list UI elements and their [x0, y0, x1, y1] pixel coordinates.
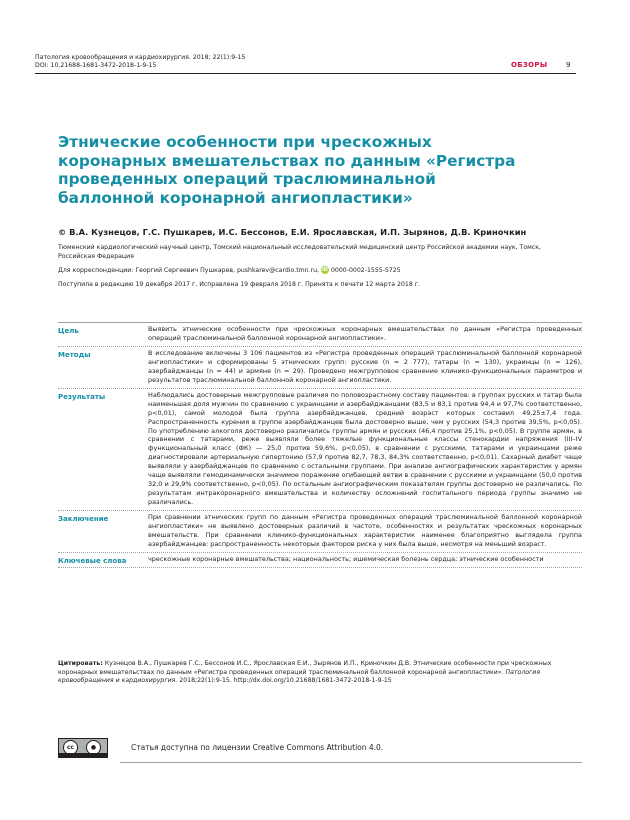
abstract-label: Результаты	[58, 392, 106, 401]
person-icon: ●	[86, 740, 101, 755]
citation	[58, 660, 582, 686]
citation-ref[interactable]: 2018;22(1):9-15. http://dx.doi.org/10.21688/1681-3472-2018-1-9-15	[179, 677, 392, 685]
cc-icon: cc	[63, 740, 78, 755]
author-list: © В.А. Кузнецов, Г.С. Пушкарев, И.С. Бессонов, Е.И. Ярославская, И.П. Зырянов, Д.В. Криночкин	[58, 227, 527, 237]
affiliation: Тюменский кардиологический научный центр, Томский национальный исследовательский медицинский центр Российской академии наук, Томск, Российская Федерация	[58, 244, 541, 260]
abstract-label: Методы	[58, 350, 91, 359]
license-text: Статья доступна по лицензии Creative Commons Attribution 4.0.	[131, 743, 384, 752]
abstract-label: Ключевые слова	[58, 556, 127, 565]
cc-by-badge[interactable]	[58, 738, 108, 758]
correspondence-text: Для корреспонденции: Георгий Сергеевич Пушкарев, pushkarev@cardio.tmn.ru,	[58, 267, 319, 274]
header-rule	[35, 73, 576, 74]
journal-citation-line: Патология кровообращения и кардиохирургия. 2018; 22(1):9-15	[35, 54, 246, 61]
abstract-row-aim	[58, 322, 582, 346]
citation-text: Кузнецов В.А., Пушкарев Г.С., Бессонов И.С., Ярославская Е.И., Зырянов И.П., Криночкин Д.В. Этнические особенности при чрескожных коронарных вмешательствах по данным «Регистра проведенных операций траслюминальной баллонной коронарной ангиопластики».	[58, 660, 552, 676]
abstract-text: В исследование включены 3 106 пациентов из «Регистра проведенных операций траслюминальной баллонной коронарной ангиопластики» и сформированы 5 этнических групп: русские (n = 2 777), татары (n = 130), украинцы (n = 126), азербайджанцы (n = 44) и армяне (n = 29). Проведено межгрупповое сравнение клинико-функциональных параметров и результатов траслюминальной баллонной коронарной ангиопластики.	[148, 348, 582, 384]
abstract-row-keywords	[58, 552, 582, 568]
by-tag	[59, 753, 107, 757]
page-number: 9	[566, 61, 571, 69]
abstract-row-conclusion	[58, 510, 582, 552]
article-title: Этнические особенности при чрескожных коронарных вмешательствах по данным «Регистра проведенных операций траслюминальной баллонной коронарной ангиопластики»	[58, 133, 516, 207]
abstract-row-results	[58, 388, 582, 510]
abstract-row-methods	[58, 346, 582, 388]
abstract-text: При сравнении этнических групп по данным «Регистра проведенных операций траслюминальной баллонной коронарной ангиопластики» не выявлено достоверных различий в частоте, особенностях и результатах чрескожных коронарных вмешательств. При сравнении клинико-функциональных характеристик наименее благоприятно выглядела группа азербайджанцев: распространенность некоторых факторов риска у них была выше, несмотря на меньший возраст.	[148, 513, 582, 548]
abstract	[58, 322, 582, 568]
doi-line: DOI: 10.21688-1681-3472-2018-1-9-15	[35, 62, 157, 69]
citation-label: Цитировать:	[58, 660, 103, 667]
abstract-text: чрескожные коронарные вмешательства; национальность; ишемическая болезнь сердца; этнические особенности	[148, 554, 544, 563]
citation-journal: Патология кровообращения и кардиохирургия.	[58, 668, 541, 685]
orcid-id[interactable]: 0000-0002-1555-5725	[330, 267, 401, 274]
abstract-text: Наблюдались достоверные межгрупповые различия по половозрастному составу пациентов: в группах русских и татар была наименьшая доля мужчин по сравнению с украинцами и азербайджанцами (83,5 и 83,1 против 94,4 и 97,7% соответственно, p<0,01), самой молодой была группа азербайджанцев, средний возраст которых составил 49,25±7,4 года. Распространенность курения в группе азербайджанцев была достоверно выше, чем у русских (54,3 против 39,5%, p<0,05). По употреблению алкоголя достоверно различались группы армян и русских (46,4 против 25,1%, p<0,05). В группе армян, в сравнении с татарами, реже выявляли более тяжелые функциональные классы стенокардии напряжения (III–IV функциональный класс (ФК) — 25,0 против 59,6%, p<0,05), в сравнении с русскими, татарами и украинцами реже диагностировали артериальную гипертонию (57,9 против 82,7, 78,3, 84,3% соответственно, p<0,01). Сахарный диабет чаще выявляли у азербайджанцев по сравнению с остальными группами. При анализе ангиографических характеристик у армян чаще выявляли гемодинамически значимое поражение огибающей ветви в сравнении с русскими и украинцами (50,0 против 32,0 и 29,9% соответственно, p<0,05). По остальным ангиографическим показателям группы достоверно не различались. По результатам интракоронарного вмешательства и количеству осложнений госпитального периода группы значимо не различались.	[148, 390, 582, 507]
abstract-label: Цель	[58, 327, 79, 335]
correspondence	[58, 266, 578, 275]
section-label: ОБЗОРЫ	[511, 61, 548, 69]
orcid-icon[interactable]: iD	[322, 267, 328, 273]
footer-rule	[120, 762, 582, 763]
article-dates: Поступила в редакцию 19 декабря 2017 г. Исправлена 19 февраля 2018 г. Принята к печати 12 марта 2018 г.	[58, 281, 420, 288]
abstract-text: Выявить этнические особенности при чрескожных коронарных вмешательствах по данным «Регистра проведенных операций траслюминальной баллонной коронарной ангиопластики».	[148, 325, 582, 342]
abstract-label: Заключение	[58, 515, 109, 524]
